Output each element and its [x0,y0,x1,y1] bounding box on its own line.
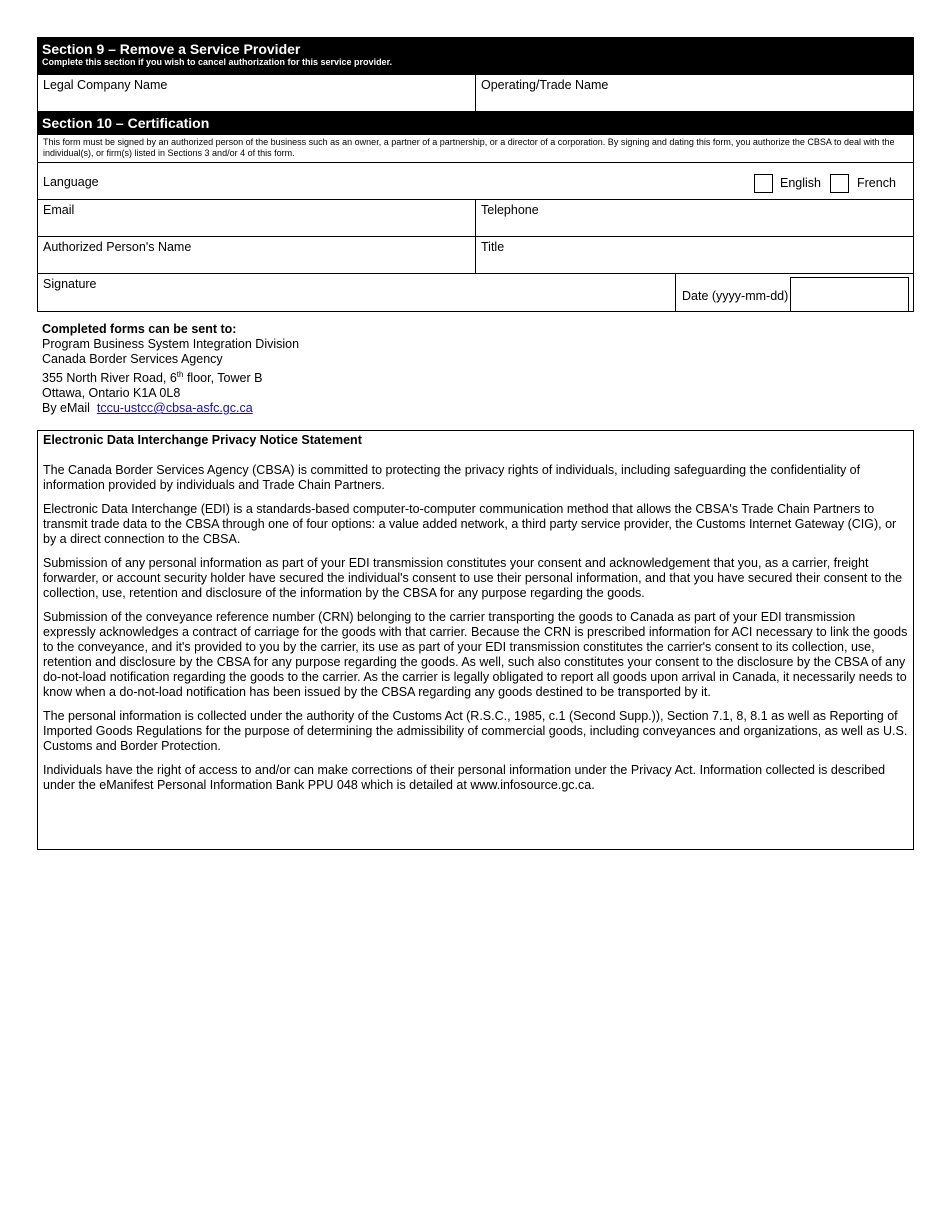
date-input[interactable] [790,277,909,312]
address-line3 [42,367,442,386]
operating-trade-name-field[interactable] [475,74,914,112]
operating-trade-name-label: Operating/Trade Name [481,78,609,92]
email-label: Email [43,203,75,217]
address-line4: Ottawa, Ontario K1A 0L8 [42,386,181,401]
address-heading: Completed forms can be sent to: [42,322,237,336]
authorized-name-field[interactable] [37,236,476,274]
authorized-name-label: Authorized Person's Name [43,240,192,254]
email-field[interactable] [37,199,476,237]
signature-field[interactable] [37,273,676,312]
date-label: Date (yyyy-mm-dd) [682,289,789,303]
section10-header [37,112,914,135]
address-line3-after: floor, Tower B [183,371,263,386]
address-line1: Program Business System Integration Division [42,337,300,351]
address-line3-before: 355 North River Road, 6 [42,371,177,386]
privacy-notice-box [37,430,914,850]
email-line [42,401,442,416]
section9-header [37,37,914,75]
language-label: Language [43,175,99,189]
title-label: Title [481,240,505,254]
mailing-address [42,322,442,416]
legal-company-name-label: Legal Company Name [43,78,168,92]
certification-notice-text: This form must be signed by an authorized person of the business such as an owner, a partner of a partnership, or a director of a corporation. By signing and dating this form, you authorize the CBSA to deal with the individual(s), or firm(s) listed in Sections 3 and/or 4 of this form. [43,137,895,158]
section9-subtitle: Complete this section if you wish to cancel authorization for this service provider. [42,57,393,67]
english-checkbox[interactable] [754,174,773,193]
telephone-label: Telephone [481,203,539,217]
privacy-paragraph-3: Submission of any personal information as part of your EDI transmission constitutes your consent and acknowledgement that you, as a carrier, freight forwarder, or account security holder have secured the individual's consent to use their personal information, and that you have secured their consent to the collection, use, retention and disclosure of the information by the CBSA for any purpose regarding the goods. [43,556,903,600]
title-field[interactable] [475,236,914,274]
privacy-heading: Electronic Data Interchange Privacy Notice Statement [43,433,362,447]
privacy-paragraph-6: Individuals have the right of access to and/or can make corrections of their personal information under the Privacy Act. Information collected is described under the eManifest Personal Information Bank PPU 048 which is detailed at www.infosource.gc.ca. [43,763,886,792]
email-link[interactable]: tccu-ustcc@cbsa-asfc.gc.ca [96,401,253,416]
privacy-paragraph-1: The Canada Border Services Agency (CBSA) is committed to protecting the privacy rights of individuals, including safeguarding the confidentiality of information provided by individuals and Trade Chain Partners. [43,463,861,492]
email-prefix: By eMail [42,401,90,416]
french-label: French [857,176,896,190]
legal-company-name-field[interactable] [37,74,476,112]
address-line2: Canada Border Services Agency [42,352,223,366]
address-line3-sup: th [176,370,184,379]
privacy-paragraph-5: The personal information is collected under the authority of the Customs Act (R.S.C., 1985, c.1 (Second Supp.)), Section 7.1, 8, 8.1 as well as Reporting of Imported Goods Regulations for the purpose of determining the admissibility of commercial goods, including conveyances and organizations, as well as U.S. Customs and Border Protection. [43,709,908,753]
privacy-paragraph-2: Electronic Data Interchange (EDI) is a standards-based computer-to-computer communication method that allows the CBSA's Trade Chain Partners to transmit trade data to the CBSA through one of four options: a value added network, a third party service provider, the Customs Internet Gateway (CIG), or by a direct connection to the CBSA. [43,502,897,546]
signature-label: Signature [43,277,97,291]
privacy-paragraph-4: Submission of the conveyance reference number (CRN) belonging to the carrier transporting the goods to Canada as part of your EDI transmission expressly acknowledges a contract of carriage for the goods with that carrier. Because the CRN is prescribed information for ACI necessary to link the goods to the conveyance, and it's provided to you by the carrier, its use as part of your EDI transmission constitutes the carrier's consent to its collection, use, retention and disclosure by the CBSA for any purpose regarding the goods. As well, such also constitutes your consent to the disclosure by the CBSA of any do-not-load notification regarding the goods to the carrier. As the carrier is legally obligated to report all goods upon arrival in Canada, it necessarily needs to know when a do-not-load notification has been issued by the CBSA regarding any goods destined to be transported by it. [43,610,908,699]
telephone-field[interactable] [475,199,914,237]
certification-notice [37,134,914,163]
french-checkbox[interactable] [830,174,849,193]
section9-title: Section 9 – Remove a Service Provider [42,41,301,57]
english-label: English [780,176,821,190]
section10-title: Section 10 – Certification [42,115,210,131]
